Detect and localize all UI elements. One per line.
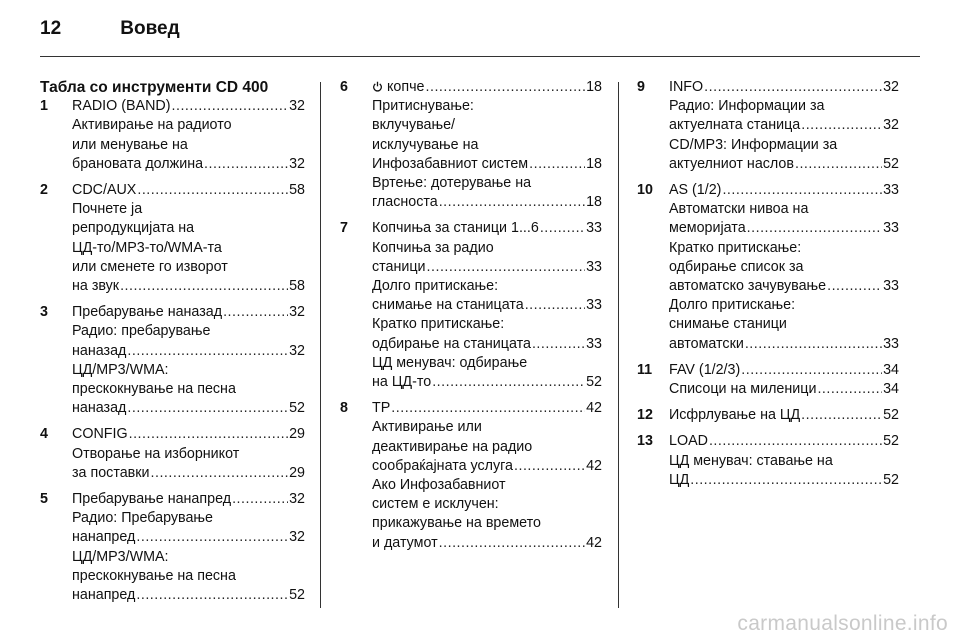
- entry-line: [72, 380, 305, 399]
- entry-line: [372, 296, 602, 315]
- entry-text: CONFIG: [72, 426, 128, 443]
- entry-text: прикажување на времето: [372, 515, 541, 532]
- entry-line: [372, 97, 602, 116]
- page-reference[interactable]: 29: [289, 426, 305, 443]
- entry-text: репродукцијата на: [72, 220, 195, 237]
- leader-dots: [151, 464, 289, 483]
- entry-line: [669, 219, 899, 238]
- entry-text: одбирање список за: [669, 258, 804, 275]
- entries-column-3: [637, 78, 899, 490]
- page-reference[interactable]: 29: [289, 464, 305, 481]
- entry-line: [669, 296, 899, 315]
- leader-dots: [136, 528, 288, 547]
- entry-text: наназад: [72, 400, 127, 417]
- list-item: [637, 78, 899, 174]
- entry-text: систем е исклучен:: [372, 496, 499, 513]
- page-reference[interactable]: 42: [586, 400, 602, 417]
- item-number: 6: [340, 79, 348, 95]
- page-reference[interactable]: 34: [883, 361, 899, 378]
- list-item: [40, 303, 305, 418]
- page-reference[interactable]: 52: [883, 433, 899, 450]
- entry-line: [372, 354, 602, 373]
- entry-line: [372, 193, 602, 212]
- leader-dots: [223, 303, 288, 322]
- entry-text: Кратко притискање:: [372, 316, 505, 333]
- page-reference[interactable]: 32: [289, 342, 305, 359]
- entry-line: [669, 116, 899, 135]
- entry-line: [669, 78, 899, 97]
- entry-text: Списоци на миленици: [669, 381, 817, 398]
- entry-text: AS (1/2): [669, 182, 722, 199]
- list-item: [40, 425, 305, 483]
- item-number: 7: [340, 220, 348, 237]
- entry-line: [372, 219, 602, 238]
- entry-text: Радио: Информации за: [669, 98, 825, 115]
- page-reference[interactable]: 32: [289, 304, 305, 321]
- entry-text: Вртење: дотерување на: [372, 175, 532, 192]
- item-number: 9: [637, 79, 645, 95]
- entry-line: [372, 514, 602, 533]
- page-reference[interactable]: 32: [883, 117, 899, 134]
- entry-text: или сменете го изворот: [72, 258, 228, 275]
- page-reference[interactable]: 33: [586, 335, 602, 352]
- page-reference[interactable]: 18: [586, 194, 602, 211]
- entry-line: [72, 567, 305, 586]
- entry-text: ЦД менувач: одбирање: [372, 354, 528, 371]
- page-reference[interactable]: 58: [289, 182, 305, 199]
- entry-line: [669, 258, 899, 277]
- entry-line: [72, 219, 305, 238]
- entry-text: TP: [372, 400, 391, 417]
- entry-text: нанапред: [72, 529, 136, 546]
- entry-text: Активирање или: [372, 419, 482, 436]
- entry-line: [72, 181, 305, 200]
- entry-text: RADIO (BAND): [72, 98, 171, 115]
- entry-text: снимање на станицата: [372, 297, 524, 314]
- list-item: [637, 361, 899, 399]
- entry-text: ЦД-то/MP3-то/WMA-та: [72, 239, 222, 256]
- entry-line: [72, 239, 305, 258]
- list-item: [40, 181, 305, 296]
- leader-dots: [204, 155, 288, 174]
- entries-column-1: [40, 97, 305, 605]
- list-item: [340, 399, 602, 553]
- leader-dots: [391, 399, 585, 418]
- entry-text: снимање станици: [669, 316, 787, 333]
- page-reference[interactable]: 33: [883, 278, 899, 295]
- item-number: 1: [40, 98, 48, 115]
- entry-line: [372, 373, 602, 392]
- leader-dots: [439, 193, 585, 212]
- page-reference[interactable]: 58: [289, 278, 305, 295]
- leader-dots: [795, 155, 882, 174]
- item-number: 11: [637, 361, 653, 378]
- entry-line: [72, 425, 305, 444]
- leader-dots: [704, 78, 882, 97]
- item-number: 4: [40, 426, 48, 443]
- entry-line: [669, 361, 899, 380]
- leader-dots: [801, 116, 882, 135]
- column-divider: [618, 82, 619, 608]
- entry-text: CDC/AUX: [72, 182, 137, 199]
- entry-line: [72, 303, 305, 322]
- entry-line: [372, 476, 602, 495]
- item-number: 12: [637, 407, 653, 424]
- list-item: [637, 406, 899, 425]
- entry-line: [669, 97, 899, 116]
- page-reference[interactable]: 32: [883, 79, 899, 95]
- leader-dots: [709, 432, 882, 451]
- entry-line: [72, 136, 305, 155]
- entry-text: ЦД менувач: ставање на: [669, 452, 833, 469]
- entry-text: гласноста: [372, 194, 438, 211]
- column-1: [40, 78, 305, 612]
- entry-line: [669, 406, 899, 425]
- leader-dots: [741, 361, 882, 380]
- entry-text: автоматско зачувување: [669, 278, 827, 295]
- entries-column-2: [340, 78, 602, 553]
- leader-dots: [120, 277, 288, 296]
- entry-text: Копчиња за радио: [372, 239, 494, 256]
- leader-dots: [532, 335, 585, 354]
- entry-line: [669, 335, 899, 354]
- entry-text: Почнете ја: [72, 201, 143, 218]
- item-number: 2: [40, 182, 48, 199]
- page-reference[interactable]: 52: [883, 155, 899, 172]
- entry-text: прескокнување на песна: [72, 381, 236, 398]
- entry-line: [669, 277, 899, 296]
- entry-line: [72, 342, 305, 361]
- leader-dots: [439, 534, 585, 553]
- column-3: [637, 78, 899, 497]
- entry-text: станици: [372, 258, 426, 275]
- entry-line: [72, 586, 305, 605]
- entry-text: автоматски: [669, 335, 744, 352]
- entry-line: [669, 200, 899, 219]
- entry-line: [72, 155, 305, 174]
- entry-line: [372, 277, 602, 296]
- power-icon: [372, 81, 383, 92]
- entry-line: [372, 239, 602, 258]
- entry-text: нанапред: [72, 587, 136, 604]
- entry-text: ЦД/MP3/WMA:: [72, 548, 169, 565]
- entry-text: исклучување на: [372, 136, 479, 153]
- item-number: 10: [637, 182, 653, 199]
- leader-dots: [136, 586, 288, 605]
- entry-text: Активирање на радиото: [72, 117, 232, 134]
- entry-text: Копчиња за станици 1...6: [372, 220, 539, 237]
- entry-line: [72, 528, 305, 547]
- entry-line: [372, 399, 602, 418]
- page-reference[interactable]: 33: [883, 335, 899, 352]
- leader-dots: [137, 181, 288, 200]
- page-reference[interactable]: 33: [586, 220, 602, 237]
- watermark: carmanualsonline.info: [737, 612, 948, 635]
- page-reference[interactable]: 33: [586, 258, 602, 275]
- entry-text: одбирање на станицата: [372, 335, 531, 352]
- item-number: 5: [40, 491, 48, 508]
- entry-text: на ЦД-то: [372, 374, 432, 391]
- entry-line: [372, 78, 602, 97]
- page-reference[interactable]: 32: [289, 491, 305, 508]
- leader-dots: [172, 97, 289, 116]
- list-item: [40, 97, 305, 174]
- entry-text: Инфозабавниот систем: [372, 155, 529, 172]
- entry-text: брановата должина: [72, 155, 204, 172]
- page-reference[interactable]: 18: [586, 155, 602, 172]
- entry-text: CD/MP3: Информации за: [669, 136, 838, 153]
- entry-line: [669, 181, 899, 200]
- page-reference[interactable]: 52: [883, 407, 899, 424]
- entry-line: [372, 136, 602, 155]
- page-reference[interactable]: 52: [289, 587, 305, 604]
- leader-dots: [514, 457, 585, 476]
- entry-text: Притиснување:: [372, 98, 474, 115]
- item-number: 13: [637, 433, 653, 450]
- page-title: Вовед: [120, 18, 180, 39]
- entry-text: Радио: Пребарување: [72, 510, 213, 527]
- page-number: 12: [40, 18, 62, 39]
- entry-line: [72, 548, 305, 567]
- leader-dots: [127, 342, 288, 361]
- entry-text: ЦД: [669, 471, 690, 488]
- page-reference[interactable]: 52: [883, 471, 899, 488]
- leader-dots: [232, 490, 288, 509]
- entry-line: [669, 432, 899, 451]
- entry-text: или менување на: [72, 136, 188, 153]
- page-reference[interactable]: 52: [289, 400, 305, 417]
- leader-dots: [690, 471, 882, 490]
- entry-line: [372, 438, 602, 457]
- leader-dots: [129, 425, 288, 444]
- entry-line: [372, 534, 602, 553]
- entry-text: сообраќајната услуга: [372, 457, 514, 474]
- entry-text: FAV (1/2/3): [669, 361, 741, 378]
- leader-dots: [817, 380, 882, 399]
- entry-text: актуелната станица: [669, 117, 801, 134]
- list-item: [340, 78, 602, 212]
- page-reference[interactable]: 33: [883, 220, 899, 237]
- leader-dots: [127, 399, 288, 418]
- page-reference[interactable]: 33: [883, 182, 899, 199]
- list-item: [637, 432, 899, 490]
- entry-line: [372, 116, 602, 135]
- leader-dots: [747, 219, 882, 238]
- section-title: Табла со инструменти CD 400: [40, 79, 269, 96]
- column-divider: [320, 82, 321, 608]
- entry-text: копче: [386, 79, 425, 95]
- entry-line: [72, 258, 305, 277]
- entry-line: [72, 399, 305, 418]
- entry-text: Долго притискање:: [669, 297, 796, 314]
- entry-line: [669, 155, 899, 174]
- entry-label: [372, 78, 425, 97]
- entry-text: вклучување/: [372, 117, 456, 134]
- entry-line: [72, 490, 305, 509]
- item-number: 3: [40, 304, 48, 321]
- item-number: 8: [340, 400, 348, 417]
- entry-line: [72, 445, 305, 464]
- entry-line: [669, 452, 899, 471]
- page-reference[interactable]: 18: [586, 79, 602, 95]
- leader-dots: [745, 335, 882, 354]
- entry-line: [72, 509, 305, 528]
- entry-line: [72, 361, 305, 380]
- entry-line: [72, 97, 305, 116]
- entry-line: [372, 315, 602, 334]
- list-item: [637, 181, 899, 354]
- leader-dots: [427, 258, 586, 277]
- entry-text: актуелниот наслов: [669, 155, 794, 172]
- entry-text: деактивирање на радио: [372, 438, 533, 455]
- page-reference[interactable]: 42: [586, 457, 602, 474]
- entry-text: Автоматски нивоа на: [669, 201, 809, 218]
- list-item: [340, 219, 602, 392]
- page-header: [40, 18, 180, 40]
- entry-text: Кратко притискање:: [669, 239, 802, 256]
- entry-text: меморијата: [669, 220, 746, 237]
- entry-line: [372, 335, 602, 354]
- entry-text: Ако Инфозабавниот: [372, 477, 506, 494]
- entry-line: [372, 174, 602, 193]
- page-reference[interactable]: 32: [289, 155, 305, 172]
- entry-line: [372, 258, 602, 277]
- entry-text: Долго притискање:: [372, 278, 499, 295]
- entry-text: LOAD: [669, 433, 708, 450]
- entry-line: [72, 116, 305, 135]
- entry-line: [669, 239, 899, 258]
- entry-text: и датумот: [372, 534, 438, 551]
- page-reference[interactable]: 42: [586, 534, 602, 551]
- entry-text: INFO: [669, 79, 704, 95]
- entry-line: [669, 136, 899, 155]
- leader-dots: [432, 373, 585, 392]
- entry-line: [372, 155, 602, 174]
- entry-line: [669, 380, 899, 399]
- page-reference[interactable]: 33: [586, 297, 602, 314]
- entry-text: Отворање на изборникот: [72, 445, 240, 462]
- entry-text: ЦД/MP3/WMA:: [72, 361, 169, 378]
- entry-text: наназад: [72, 342, 127, 359]
- entry-text: Пребарување наназад: [72, 304, 223, 321]
- entry-line: [72, 322, 305, 341]
- entry-line: [669, 471, 899, 490]
- leader-dots: [525, 296, 585, 315]
- leader-dots: [801, 406, 882, 425]
- entry-line: [72, 464, 305, 483]
- leader-dots: [827, 277, 882, 296]
- entry-text: за поставки: [72, 464, 150, 481]
- leader-dots: [540, 219, 585, 238]
- leader-dots: [722, 181, 882, 200]
- entry-text: прескокнување на песна: [72, 567, 236, 584]
- entry-line: [372, 418, 602, 437]
- entry-line: [372, 495, 602, 514]
- entry-text: Радио: пребарување: [72, 323, 211, 340]
- entry-text: Исфрлување на ЦД: [669, 407, 801, 424]
- entry-line: [72, 277, 305, 296]
- leader-dots: [426, 78, 586, 97]
- entry-line: [669, 315, 899, 334]
- column-2: [340, 78, 602, 560]
- entry-text: на звук: [72, 278, 120, 295]
- leader-dots: [529, 155, 585, 174]
- list-item: [40, 490, 305, 605]
- entry-text: Пребарување нанапред: [72, 491, 232, 508]
- page-reference[interactable]: 32: [289, 98, 305, 115]
- entry-line: [72, 200, 305, 219]
- entry-line: [372, 457, 602, 476]
- page-reference[interactable]: 32: [289, 529, 305, 546]
- page-reference[interactable]: 34: [883, 381, 899, 398]
- page-reference[interactable]: 52: [586, 374, 602, 391]
- header-rule: [40, 56, 920, 57]
